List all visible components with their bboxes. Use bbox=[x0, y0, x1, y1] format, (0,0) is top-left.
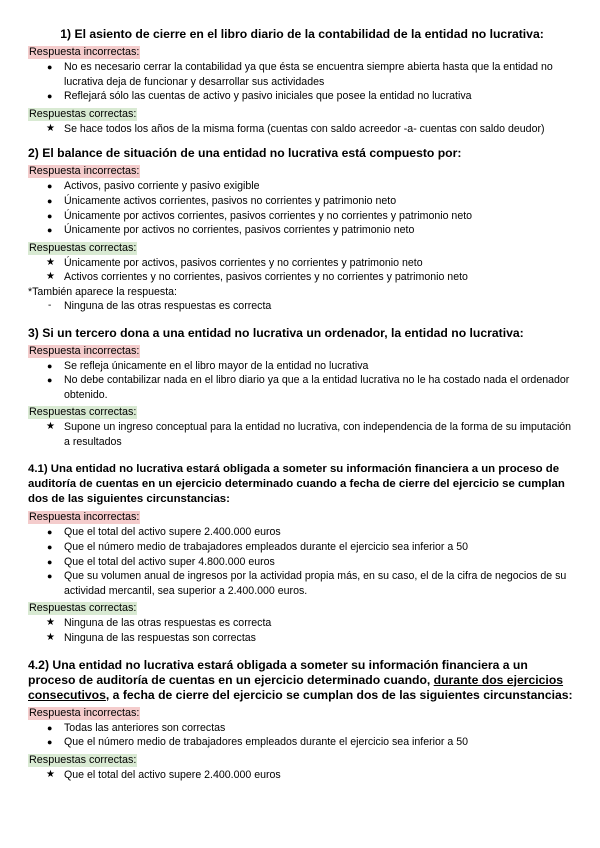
wrong-answers-label: Respuesta incorrectas: bbox=[29, 46, 140, 58]
star-icon: ★ bbox=[46, 271, 55, 283]
list-item: ★ Ninguna de las respuestas son correctas bbox=[46, 631, 256, 644]
correct-answers-list bbox=[28, 616, 576, 645]
list-item: ● Que su volumen anual de ingresos por la actividad propia más, en su caso, el de la cifra de negocios de su actividad mercantil, sea superior a 2.400.000 euros. bbox=[47, 570, 567, 597]
wrong-answers-list bbox=[28, 359, 576, 403]
list-item: ● Se refleja únicamente en el libro mayor de la entidad no lucrativa bbox=[47, 359, 369, 372]
wrong-answers-label: Respuesta incorrectas: bbox=[29, 165, 140, 178]
correct-answers-list bbox=[28, 420, 576, 449]
list-item: ★ Activos corrientes y no corrientes, pasivos corrientes y no corrientes y patrimonio neto bbox=[46, 271, 468, 284]
document-page bbox=[28, 27, 576, 782]
correct-answers-label: Respuestas correctas: bbox=[29, 602, 137, 615]
bullet-icon: ● bbox=[47, 181, 53, 192]
list-item: - Ninguna de las otras respuestas es correcta bbox=[48, 299, 272, 312]
correct-answers-label: Respuestas correctas: bbox=[29, 241, 137, 254]
bullet-icon: ● bbox=[47, 375, 53, 386]
list-item: ★ Ninguna de las otras respuestas es correcta bbox=[46, 617, 272, 630]
note-list bbox=[28, 299, 576, 314]
list-item: ★ Que el total del activo supere 2.400.000 euros bbox=[46, 768, 281, 781]
dash-icon: - bbox=[48, 299, 52, 311]
bullet-icon: ● bbox=[47, 91, 53, 102]
bullet-icon: ● bbox=[47, 571, 53, 582]
bullet-icon: ● bbox=[47, 62, 53, 72]
bullet-icon: ● bbox=[47, 360, 53, 371]
wrong-answers-list bbox=[28, 60, 576, 104]
list-item: ● Que el total del activo super 4.800.000 euros bbox=[47, 555, 275, 568]
correct-answers-list bbox=[28, 122, 576, 137]
list-item: ● Únicamente por activos no corrientes, pasivos corrientes y patrimonio neto bbox=[47, 224, 415, 237]
question-1 bbox=[28, 27, 576, 136]
list-item: ★ Supone un ingreso conceptual para la entidad no lucrativa, con independencia de la forma de su imputación a resultados bbox=[46, 421, 572, 448]
underlined-phrase: durante dos ejercicios consecutivos bbox=[28, 672, 564, 702]
star-icon: ★ bbox=[46, 768, 55, 780]
list-item: ● No debe contabilizar nada en el libro diario ya que a la entidad lucrativa no le ha costado nada el ordenador obtenido. bbox=[47, 374, 570, 401]
list-item: ● Todas las anteriores son correctas bbox=[47, 721, 226, 734]
bullet-icon: ● bbox=[47, 541, 53, 552]
question-3-title: 3) Si un tercero dona a una entidad no lucrativa un ordenador, la entidad no lucrativa: bbox=[28, 325, 524, 340]
list-item: ● Que el número medio de trabajadores empleados durante el ejercicio sea inferior a 50 bbox=[47, 540, 468, 553]
list-item: ● Únicamente activos corrientes, pasivos no corrientes y patrimonio neto bbox=[47, 194, 397, 207]
star-icon: ★ bbox=[46, 617, 55, 629]
correct-answers-label: Respuestas correctas: bbox=[29, 107, 137, 120]
bullet-icon: ● bbox=[47, 527, 53, 538]
question-4-1-title: 4.1) Una entidad no lucrativa estará obligada a someter su información financiera a un proceso de auditoría de cuentas en un ejercicio determinado cuando a fecha de cierre del ejercicio se cumplan dos de las siguientes circunstancias: bbox=[28, 462, 565, 506]
star-icon: ★ bbox=[46, 256, 55, 268]
bullet-icon: ● bbox=[47, 737, 53, 748]
wrong-answers-list bbox=[28, 721, 576, 750]
bullet-icon: ● bbox=[47, 722, 53, 733]
list-item: ● Que el total del activo supere 2.400.000 euros bbox=[47, 526, 281, 539]
correct-answers-list bbox=[28, 256, 576, 285]
wrong-answers-label: Respuesta incorrectas: bbox=[29, 344, 140, 357]
list-item: ● Activos, pasivo corriente y pasivo exigible bbox=[47, 180, 260, 193]
star-icon: ★ bbox=[46, 631, 55, 643]
note-text: *También aparece la respuesta: bbox=[28, 285, 177, 298]
list-item: ● No es necesario cerrar la contabilidad ya que ésta se encuentra siempre abierta hasta que la entidad no lucrativa deja de funcionar y desarrollar sus actividades bbox=[47, 61, 553, 88]
star-icon: ★ bbox=[46, 421, 55, 433]
question-3 bbox=[28, 326, 576, 450]
wrong-answers-list bbox=[28, 179, 576, 237]
list-item: ● Que el número medio de trabajadores empleados durante el ejercicio sea inferior a 50 bbox=[47, 736, 468, 749]
list-item: ● Reflejará sólo las cuentas de activo y pasivo iniciales que posee la entidad no lucrativa bbox=[47, 90, 472, 103]
question-2 bbox=[28, 146, 576, 313]
correct-answers-label: Respuestas correctas: bbox=[29, 406, 137, 419]
bullet-icon: ● bbox=[47, 225, 53, 236]
bullet-icon: ● bbox=[47, 556, 53, 567]
list-item: ● Únicamente por activos corrientes, pasivos corrientes y no corrientes y patrimonio neto bbox=[47, 209, 473, 222]
correct-answers-label: Respuestas correctas: bbox=[29, 753, 137, 766]
bullet-icon: ● bbox=[47, 210, 53, 221]
question-2-title: 2) El balance de situación de una entidad no lucrativa está compuesto por: bbox=[28, 146, 462, 161]
question-4-1 bbox=[28, 462, 576, 646]
list-item: ★ Únicamente por activos, pasivos corrientes y no corrientes y patrimonio neto bbox=[46, 256, 423, 269]
question-4-2 bbox=[28, 658, 576, 783]
wrong-answers-label: Respuesta incorrectas: bbox=[29, 706, 140, 719]
wrong-answers-label: Respuesta incorrectas: bbox=[29, 511, 140, 524]
wrong-answers-list bbox=[28, 525, 576, 598]
correct-answers-list bbox=[28, 768, 576, 783]
star-icon: ★ bbox=[46, 122, 55, 134]
question-4-2-title: 4.2) Una entidad no lucrativa estará obligada a someter su información financiera a un proceso de auditoría de cuentas en un ejercicio determinado cuando, durante dos ejercicios consecutivos, a fecha de cierre del ejercicio se cumplan dos de las siguientes circunstancias: bbox=[28, 657, 573, 702]
bullet-icon: ● bbox=[47, 195, 53, 206]
question-1-title: 1) El asiento de cierre en el libro diario de la contabilidad de la entidad no lucrativa: bbox=[60, 27, 544, 41]
list-item: ★ Se hace todos los años de la misma forma (cuentas con saldo acreedor -a- cuentas con saldo deudor) bbox=[46, 122, 545, 135]
